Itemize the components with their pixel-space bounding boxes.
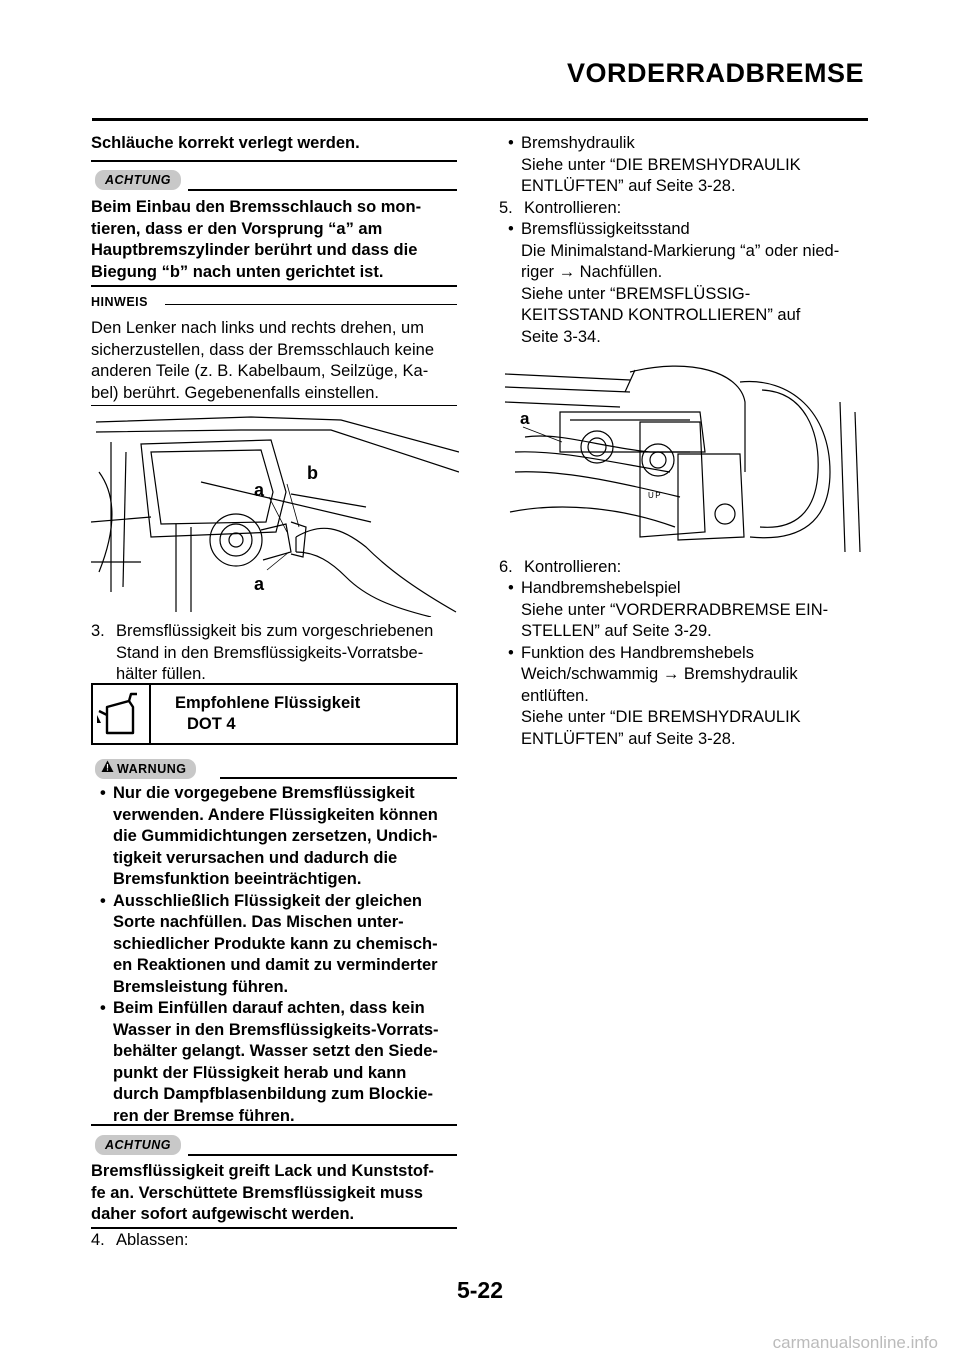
list-item	[91, 891, 459, 999]
hinweis-label: HINWEIS	[91, 295, 148, 309]
text-line: ENTLÜFTEN” auf Seite 3-28.	[521, 729, 736, 748]
text-line: en Reaktionen und damit zu verminderter	[113, 956, 438, 974]
divider	[91, 405, 457, 406]
hinweis-text	[91, 318, 459, 404]
step-text: Ablassen:	[116, 1231, 189, 1249]
text-line: punkt der Flüssigkeit herab und kann	[113, 1063, 407, 1082]
achtung-badge: ACHTUNG	[95, 1135, 181, 1155]
step-3	[91, 621, 459, 686]
divider	[91, 160, 457, 162]
achtung-text	[91, 1161, 459, 1226]
text-line: Siehe unter “DIE BREMSHYDRAULIK	[521, 155, 801, 174]
text-line: • Funktion des Handbremshebels	[521, 643, 754, 662]
callout-a: a	[520, 409, 530, 428]
text-line: Biegung “b” nach unten gerichtet ist.	[91, 262, 384, 281]
text-line: • Nur die vorgegebene Bremsflüssigkeit	[113, 784, 415, 802]
warnung-label: WARNUNG	[117, 762, 187, 776]
text-line: Bremsfunktion beeinträchtigen.	[113, 870, 362, 888]
text-line: • Ausschließlich Flüssigkeit der gleichen	[113, 891, 423, 910]
achtung-text	[91, 197, 459, 283]
text-line: anderen Teile (z. B. Kabelbaum, Seilzüge, Ka-	[91, 362, 429, 380]
step-number: 5.	[499, 199, 513, 217]
text-line: sicherzustellen, dass der Bremsschlauch keine	[91, 340, 434, 359]
step-4	[91, 1230, 459, 1252]
divider	[188, 189, 457, 191]
list-item	[91, 998, 459, 1127]
text-line: fe an. Verschüttete Bremsflüssigkeit muss	[91, 1183, 423, 1202]
watermark: carmanualsonline.info	[772, 1333, 938, 1352]
fluid-label: Empfohlene Flüssigkeit	[175, 694, 361, 712]
achtung-badge: ACHTUNG	[95, 170, 181, 190]
callout-b: b	[307, 463, 318, 483]
reservoir-level-illustration	[500, 362, 872, 552]
warning-icon	[101, 760, 114, 773]
text-line: • Handbremshebelspiel	[521, 579, 681, 597]
text-line: Sorte nachfüllen. Das Mischen unter-	[113, 913, 404, 931]
step-number: 3.	[91, 622, 105, 640]
bremshydraulik-block	[499, 133, 871, 198]
header-rule	[92, 118, 868, 121]
text-line: Die Minimalstand-Markierung “a” oder nied-	[521, 241, 840, 260]
oil-can-icon	[93, 685, 151, 743]
text-line: tieren, dass er den Vorsprung “a” am	[91, 219, 383, 238]
list-item	[499, 133, 871, 198]
text-line: Siehe unter “BREMSFLÜSSIG-	[521, 284, 751, 303]
text-line: ren der Bremse führen.	[113, 1106, 295, 1125]
text-line: • Beim Einfüllen darauf achten, dass kein	[113, 999, 425, 1017]
text-line: Bremsleistung führen.	[113, 977, 289, 996]
recommended-fluid-box	[91, 683, 458, 745]
check-list	[499, 578, 871, 750]
text-line: ENTLÜFTEN” auf Seite 3-28.	[521, 177, 736, 195]
text-line: schiedlicher Produkte kann zu chemisch-	[113, 934, 438, 953]
text-line: Siehe unter “DIE BREMSHYDRAULIK	[521, 708, 801, 726]
step-number: 4.	[91, 1231, 105, 1249]
text-line: Hauptbremszylinder berührt und dass die	[91, 241, 418, 259]
intro-text: Schläuche korrekt verlegt werden.	[91, 134, 360, 152]
text-line: tigkeit verursachen und dadurch die	[113, 848, 398, 867]
step-text: Kontrollieren:	[524, 199, 622, 217]
brake-hose-illustration	[91, 412, 459, 617]
divider	[220, 777, 457, 779]
stand-block	[499, 219, 871, 348]
up-mark: UP	[648, 491, 663, 500]
list-item	[91, 783, 459, 891]
callout-a: a	[254, 574, 265, 594]
step-text: Kontrollieren:	[524, 558, 622, 576]
step-number: 6.	[499, 558, 513, 576]
divider	[165, 304, 457, 305]
text-line: • Bremsflüssigkeitsstand	[521, 220, 690, 238]
text-line: • Bremshydraulik	[521, 134, 635, 152]
text-line: Wasser in den Bremsflüssigkeits-Vorrats-	[113, 1020, 439, 1039]
step-5	[499, 198, 871, 220]
page-title: VORDERRADBREMSE	[566, 58, 864, 88]
divider	[91, 1227, 457, 1229]
divider	[91, 285, 457, 287]
text-line: Seite 3-34.	[521, 327, 601, 346]
text-line: entlüften.	[521, 686, 589, 705]
text-line: Den Lenker nach links und rechts drehen, um	[91, 319, 424, 337]
fluid-value: DOT 4	[187, 715, 236, 733]
callout-a: a	[254, 480, 265, 500]
divider	[91, 1124, 457, 1126]
text-line: Beim Einbau den Bremsschlauch so mon-	[91, 198, 422, 216]
text-line: riger → Nachfüllen.	[521, 263, 663, 281]
text-line: verwenden. Andere Flüssigkeiten können	[113, 805, 438, 824]
text-line: die Gummidichtungen zersetzen, Undich-	[113, 827, 438, 845]
warnung-badge	[95, 759, 196, 779]
step-6	[499, 557, 871, 579]
text-line: bel) berührt. Gegebenenfalls einstellen.	[91, 383, 380, 402]
list-item	[499, 578, 871, 643]
text-line: durch Dampfblasenbildung zum Blockie-	[113, 1085, 433, 1103]
list-item	[499, 219, 871, 348]
text-line: Bremsflüssigkeit greift Lack und Kunststof-	[91, 1162, 434, 1180]
text-line: Stand in den Bremsflüssigkeits-Vorratsbe-	[116, 643, 424, 662]
text-line: hälter füllen.	[116, 665, 206, 683]
text-line: Siehe unter “VORDERRADBREMSE EIN-	[521, 600, 829, 619]
warnung-list	[91, 783, 459, 1127]
text-line: behälter gelangt. Wasser setzt den Siede-	[113, 1042, 438, 1060]
text-line: daher sofort aufgewischt werden.	[91, 1205, 355, 1223]
text-line: Weich/schwammig → Bremshydraulik	[521, 665, 798, 683]
text-line: Bremsflüssigkeit bis zum vorgeschriebenen	[116, 622, 434, 640]
divider	[188, 1154, 457, 1156]
page-number: 5-22	[456, 1277, 504, 1303]
text-line: STELLEN” auf Seite 3-29.	[521, 622, 712, 640]
text-line: KEITSSTAND KONTROLLIEREN” auf	[521, 306, 801, 324]
list-item	[499, 643, 871, 751]
